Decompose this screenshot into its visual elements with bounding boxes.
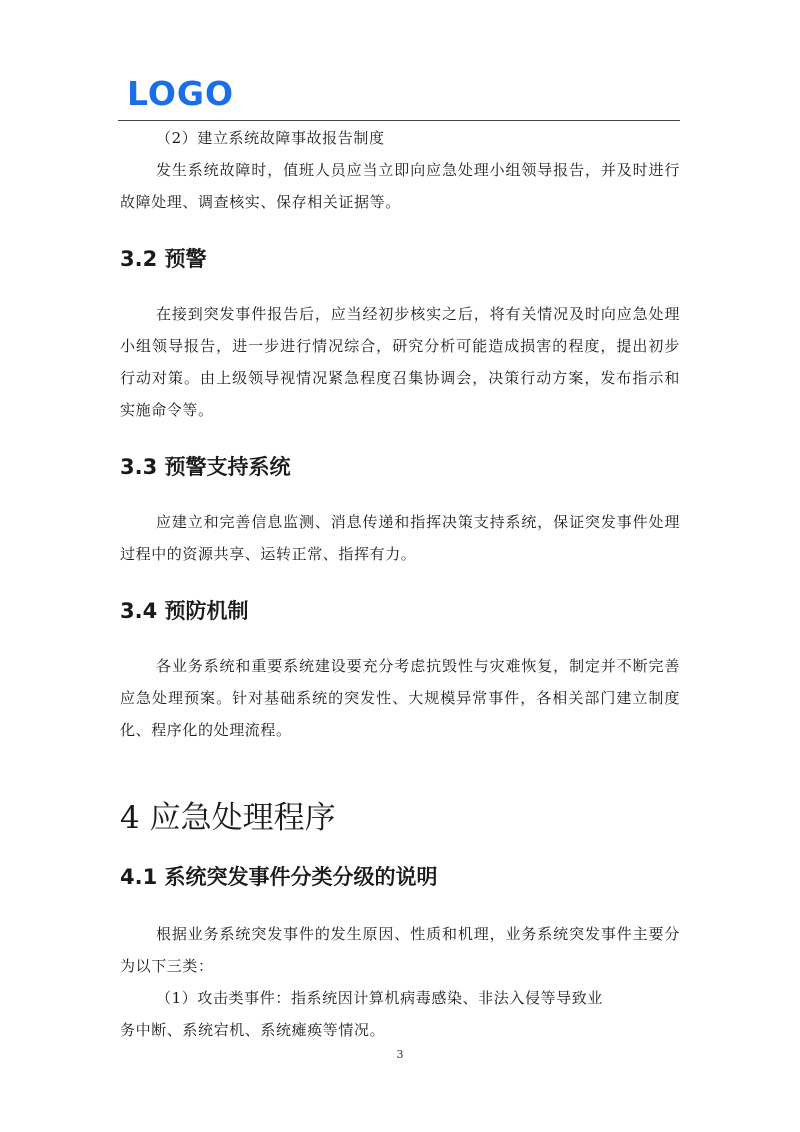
section-heading-4-1: 4.1 系统突发事件分类分级的说明 <box>120 865 438 889</box>
paragraph: 根据业务系统突发事件的发生原因、性质和机理，业务系统突发事件主要分为以下三类： <box>120 925 680 975</box>
paragraph: 各业务系统和重要系统建设要充分考虑抗毁性与灾难恢复，制定并不断完善应急处理预案。针对基础系统的突发性、大规模异常事件，各相关部门建立制度化、程序化的处理流程。 <box>120 657 680 739</box>
paragraph: 发生系统故障时，值班人员应当立即向应急处理小组领导报告，并及时进行故障处理、调查核实、保存相关证据等。 <box>120 161 680 211</box>
paragraph: 应建立和完善信息监测、消息传递和指挥决策支持系统，保证突发事件处理过程中的资源共享、运转正常、指挥有力。 <box>120 513 680 563</box>
paragraph: 在接到突发事件报告后，应当经初步核实之后，将有关情况及时向应急处理小组领导报告，进一步进行情况综合，研究分析可能造成损害的程度，提出初步行动对策。由上级领导视情况紧急程度召集协调会，决策行动方案，发布指示和实施命令等。 <box>120 305 680 419</box>
header-divider <box>118 120 680 121</box>
chapter-heading-4: 4 应急处理程序 <box>120 800 336 836</box>
subsection-title: （2）建立系统故障事故报告制度 <box>156 129 385 147</box>
document-body <box>120 126 680 1046</box>
section-heading-3-4: 3.4 预防机制 <box>120 599 249 623</box>
section-heading-3-3: 3.3 预警支持系统 <box>120 455 291 479</box>
logo: LOGO <box>127 74 235 113</box>
section-heading-3-2: 3.2 预警 <box>120 247 207 271</box>
list-item-continuation: 务中断、系统宕机、系统瘫痪等情况。 <box>120 1021 386 1039</box>
list-item: （1）攻击类事件：指系统因计算机病毒感染、非法入侵等导致业 <box>156 989 603 1007</box>
page-number: 3 <box>396 1048 404 1061</box>
